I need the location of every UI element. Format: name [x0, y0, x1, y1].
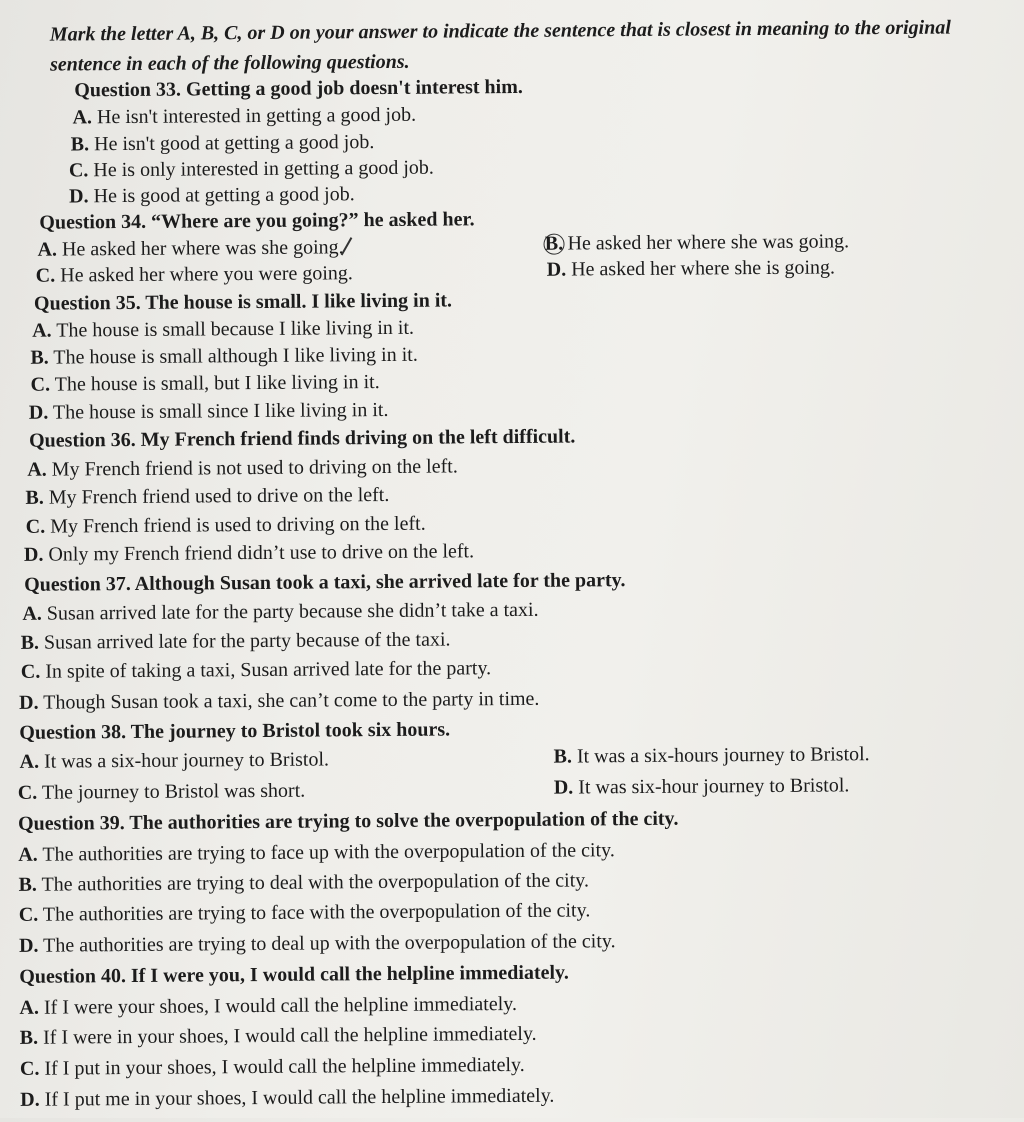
question-33-stem: Question 33. Getting a good job doesn't interest him. [74, 75, 523, 102]
question-36-option-b: B. My French friend used to drive on the left. [25, 483, 390, 509]
question-36-option-c: C. My French friend is used to driving on the left. [25, 512, 426, 538]
question-33-option-a: A. He isn't interested in getting a good job. [72, 103, 417, 129]
question-35-option-b: B. The house is small although I like living in it. [30, 343, 418, 369]
question-39-stem: Question 39. The authorities are trying to solve the overpopulation of the city. [17, 807, 679, 835]
question-36-option-a: A. My French friend is not used to driving on the left. [27, 455, 458, 481]
question-35-option-a: A. The house is small because I like living in it. [32, 316, 415, 342]
question-36-stem: Question 36. My French friend finds driving on the left difficult. [28, 425, 576, 452]
question-40-option-c: C. If I put in your shoes, I would call the helpline immediately. [19, 1053, 525, 1080]
question-39-option-a: A. The authorities are trying to face up with the overpopulation of the city. [18, 839, 615, 866]
question-37-stem: Question 37. Although Susan took a taxi, she arrived late for the party. [24, 569, 626, 596]
question-38-option-c: C. The journey to Bristol was short. [17, 779, 306, 804]
question-34-option-b: B. He asked her where she was going. [544, 230, 850, 255]
question-37-option-c: C. In spite of taking a taxi, Susan arrived late for the party. [20, 657, 492, 683]
question-37-option-a: A. Susan arrived late for the party because she didn’t take a taxi. [22, 598, 539, 625]
instruction-text: Mark the letter A, B, C, or D on your answer to indicate the sentence that is closest in meaning to the original sentence in each of the following questions. [49, 16, 951, 76]
question-39-option-b: B. The authorities are trying to deal with the overpopulation of the city. [18, 869, 590, 896]
question-40-option-d: D. If I put me in your shoes, I would call the helpline immediately. [20, 1084, 555, 1111]
question-40-stem: Question 40. If I were you, I would call the helpline immediately. [19, 961, 569, 988]
question-35-option-d: D. The house is small since I like living in it. [28, 398, 389, 424]
question-34-option-d: D. He asked her where she is going. [546, 256, 836, 281]
question-40-option-b: B. If I were in your shoes, I would call the helpline immediately. [19, 1022, 537, 1049]
question-35-stem: Question 35. The house is small. I like living in it. [33, 289, 453, 315]
circled-answer-mark: B. [544, 232, 564, 255]
question-34-option-a: A. He asked her where was she going. [37, 234, 347, 263]
question-38-option-b: B. It was a six-hours journey to Bristol. [553, 743, 870, 768]
question-37-option-b: B. Susan arrived late for the party because of the taxi. [20, 628, 451, 654]
question-33-option-c: C. He is only interested in getting a good job. [68, 156, 434, 182]
question-35-option-c: C. The house is small, but I like living in it. [30, 371, 380, 396]
question-34-option-c: C. He asked her where you were going. [35, 262, 353, 287]
question-39-option-d: D. The authorities are trying to deal up with the overpopulation of the city. [18, 930, 616, 957]
question-38-option-d: D. It was six-hour journey to Bristol. [553, 774, 850, 799]
question-38-stem: Question 38. The journey to Bristol took six hours. [19, 718, 451, 744]
question-38-option-a: A. It was a six-hour journey to Bristol. [19, 748, 330, 773]
question-36-option-d: D. Only my French friend didn’t use to drive on the left. [23, 540, 475, 566]
question-34-stem: Question 34. “Where are you going?” he asked her. [39, 208, 475, 234]
question-39-option-c: C. The authorities are trying to face with the overpopulation of the city. [18, 899, 591, 926]
question-40-option-a: A. If I were your shoes, I would call the helpline immediately. [19, 992, 518, 1019]
question-33-option-b: B. He isn't good at getting a good job. [70, 131, 375, 156]
question-37-option-d: D. Though Susan took a taxi, she can’t come to the party in time. [19, 687, 540, 714]
question-33-option-d: D. He is good at getting a good job. [69, 183, 355, 208]
